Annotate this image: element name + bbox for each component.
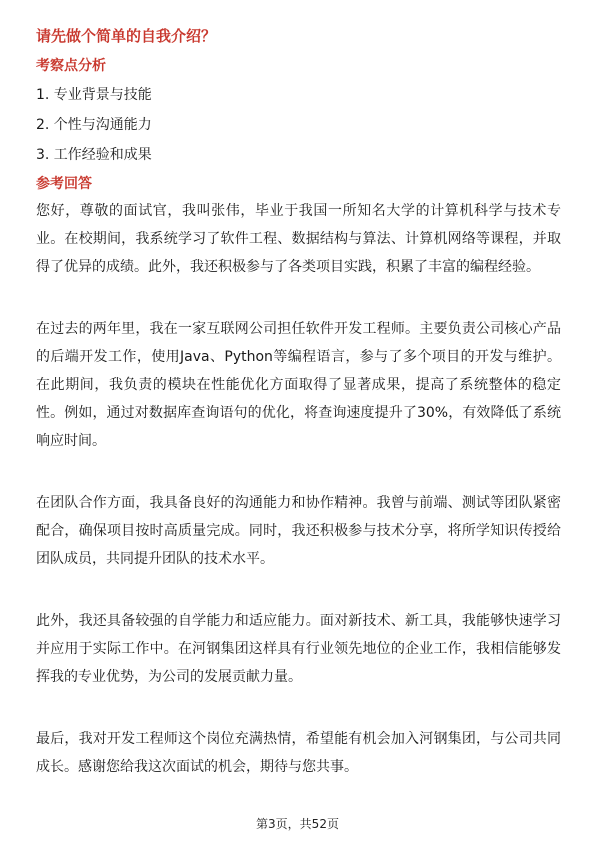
answer-paragraph: 在过去的两年里，我在一家互联网公司担任软件开发工程师。主要负责公司核心产品的后端开发工作，使用Java、Python等编程语言，参与了多个项目的开发与维护。在此期间，我负责的模块在性能优化方面取得了显著成果，提高了系统整体的稳定性。例如，通过对数据库查询语句的优化，将查询速度提升了30%，有效降低了系统响应时间。 (36, 321, 561, 449)
answer-paragraph: 在团队合作方面，我具备良好的沟通能力和协作精神。我曾与前端、测试等团队紧密配合，确保项目按时高质量完成。同时，我还积极参与技术分享，将所学知识传授给团队成员，共同提升团队的技术水平。 (36, 495, 561, 567)
answer-heading: 参考回答 (36, 176, 92, 192)
page-number-footer: 第3页，共52页 (256, 817, 339, 831)
analysis-point: 3. 工作经验和成果 (36, 147, 152, 163)
question-title: 请先做个简单的自我介绍？ (36, 27, 217, 45)
answer-paragraph: 此外，我还具备较强的自学能力和适应能力。面对新技术、新工具，我能够快速学习并应用于实际工作中。在河钢集团这样具有行业领先地位的企业工作，我相信能够发挥我的专业优势，为公司的发展贡献力量。 (36, 613, 561, 685)
analysis-heading: 考察点分析 (36, 58, 106, 74)
answer-paragraph: 您好，尊敬的面试官，我叫张伟，毕业于我国一所知名大学的计算机科学与技术专业。在校期间，我系统学习了软件工程、数据结构与算法、计算机网络等课程，并取得了优异的成绩。此外，我还积极参与了各类项目实践，积累了丰富的编程经验。 (36, 203, 561, 275)
analysis-point: 1. 专业背景与技能 (36, 87, 152, 103)
answer-body (36, 197, 561, 815)
analysis-points-list (36, 80, 152, 170)
answer-paragraph: 最后，我对开发工程师这个岗位充满热情，希望能有机会加入河钢集团，与公司共同成长。感谢您给我这次面试的机会，期待与您共事。 (36, 731, 561, 775)
analysis-point: 2. 个性与沟通能力 (36, 117, 152, 133)
